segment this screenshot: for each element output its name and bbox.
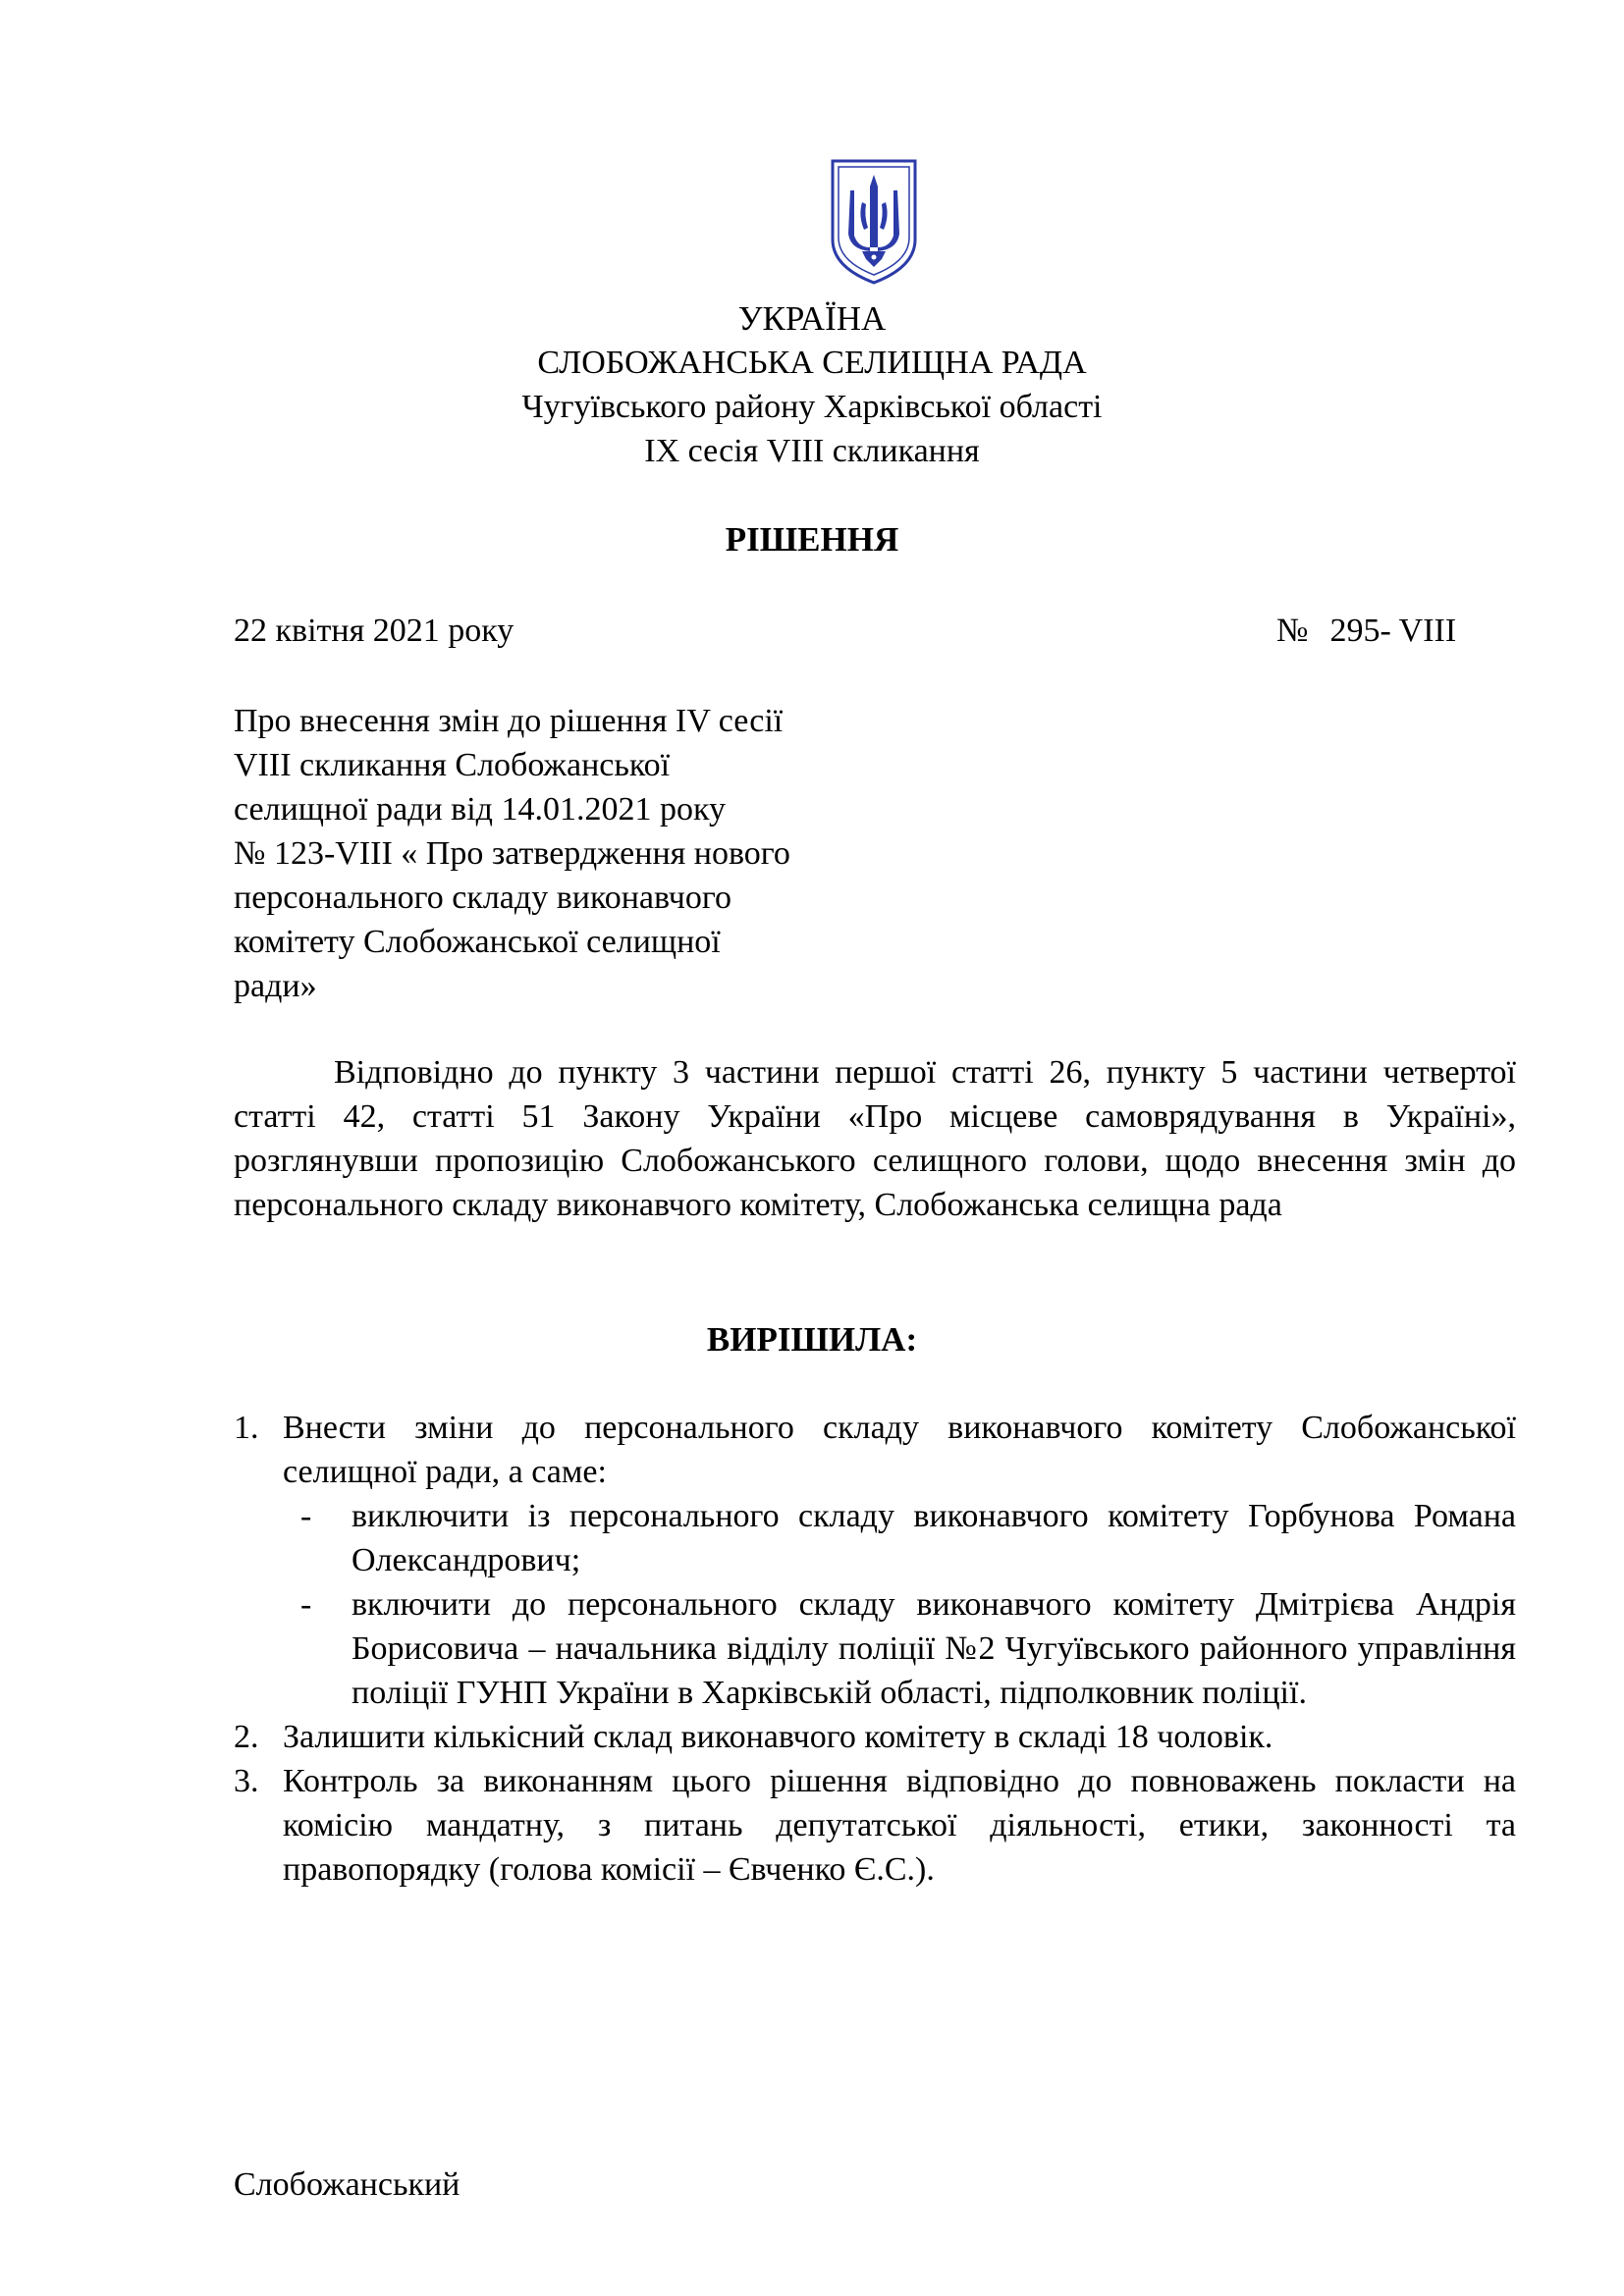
decision-item (234, 1715, 1516, 1759)
decision-subitem (234, 1494, 1516, 1582)
item-number: 1. (234, 1410, 259, 1446)
document-date: 22 квітня 2021 року (234, 613, 514, 649)
document-header (0, 296, 1624, 473)
signature-title: Слобожанський (234, 2166, 460, 2203)
item-number: 3. (234, 1763, 259, 1799)
decision-items (234, 1406, 1516, 1892)
item-text: Залишити кількісний склад виконавчого комітету в складі 18 чоловік. (283, 1719, 1273, 1755)
subject-line: Про внесення змін до рішення IV сесії (234, 703, 784, 739)
subject-line: комітету Слобожанської селищної (234, 924, 721, 960)
decision-item (234, 1406, 1516, 1494)
decision-subject (234, 699, 921, 1008)
session-info: ІХ сесія VIII скликання (644, 433, 980, 469)
number-sign: № (1276, 613, 1309, 649)
number-value: 295- VIII (1329, 613, 1457, 649)
decided-heading: ВИРІШИЛА: (706, 1320, 918, 1359)
region-name: Чугуївського району Харківської області (521, 389, 1103, 425)
subject-line: VIII скликання Слобожанської (234, 747, 671, 783)
council-name: СЛОБОЖАНСЬКА СЕЛИЩНА РАДА (537, 345, 1087, 381)
item-number: 2. (234, 1719, 259, 1755)
decision-subitem (234, 1582, 1516, 1715)
trident-coat-of-arms-icon (829, 157, 919, 287)
country-name: УКРАЇНА (737, 299, 887, 338)
decision-item (234, 1759, 1516, 1892)
list-dash: - (300, 1586, 312, 1623)
subject-line: персонального складу виконавчого (234, 880, 731, 916)
subject-line: ради» (234, 968, 317, 1004)
subitem-text: включити до персонального складу виконавчого комітету Дмітрієва Андрія Борисовича – начальника відділу поліції №2 Чугуївського районного управління поліції ГУНП України в Харківській області, підполковник поліції. (352, 1586, 1516, 1711)
list-dash: - (300, 1498, 312, 1534)
item-text: Контроль за виконанням цього рішення відповідно до повноважень покласти на комісію мандатну, з питань депутатської діяльності, етики, законності та правопорядку (голова комісії – Євченко Є.С.). (283, 1763, 1516, 1888)
item-text: Внести зміни до персонального складу виконавчого комітету Слобожанської селищної ради, а саме: (283, 1410, 1516, 1490)
document-title: РІШЕННЯ (725, 520, 899, 559)
subject-line: № 123-VIII « Про затвердження нового (234, 835, 790, 872)
document-number (1276, 609, 1456, 653)
subject-line: селищної ради від 14.01.2021 року (234, 791, 727, 828)
subitem-text: виключити із персонального складу виконавчого комітету Горбунова Романа Олександрович; (352, 1498, 1516, 1578)
preamble-paragraph: Відповідно до пункту 3 частини першої статті 26, пункту 5 частини четвертої статті 42, статті 51 Закону України «Про місцеве самоврядування в Україні», розглянувши пропозицію Слобожанського селищного голови, щодо внесення змін до персонального складу виконавчого комітету, Слобожанська селищна рада (234, 1054, 1516, 1223)
